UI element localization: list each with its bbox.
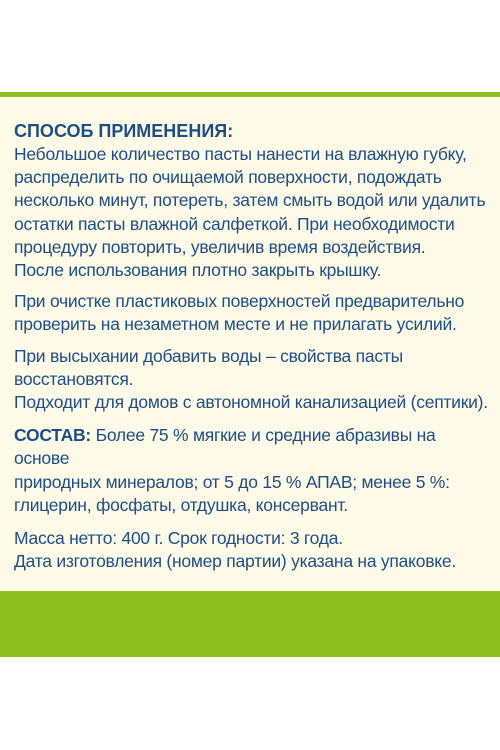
method-paragraph-4: Подходит для домов с автономной канализацией (септики).: [14, 392, 488, 413]
spacer: [14, 337, 490, 345]
method-paragraph-2: При очистке пластиковых поверхностей предварительно проверить на незаметном месте и не прилагать усилий.: [14, 291, 465, 335]
composition-title: СОСТАВ:: [14, 425, 91, 446]
label-panel: [0, 97, 500, 591]
spacer: [14, 414, 490, 424]
bottom-white-band: [0, 657, 500, 750]
net-weight-shelf-life: Масса нетто: 400 г. Срок годности: 3 года.: [14, 528, 343, 549]
spacer: [14, 517, 490, 527]
composition-block: [14, 424, 490, 517]
method-paragraph-3: При высыхании добавить воды – свойства пасты восстановятся.: [14, 345, 403, 389]
top-white-band: [0, 0, 500, 92]
label-content: [14, 119, 490, 573]
spacer: [14, 282, 490, 290]
composition-text: Более 75 % мягкие и средние абразивы на основе природных минералов; от 5 до 15 % АПАВ; менее 5 %: глицерин, фосфаты, отдушка, консервант.: [14, 425, 450, 515]
method-title: СПОСОБ ПРИМЕНЕНИЯ:: [14, 121, 234, 141]
method-paragraph-1: Небольшое количество пасты нанести на влажную губку, распределить по очищаемой поверхности, подождать несколько минут, потереть, затем смыть водой или удалить остатки пасты влажной салфеткой. При необходимости процедуру повторить, увеличив время воздействия. После использования плотно закрыть крышку.: [14, 144, 486, 281]
manufacture-date-note: Дата изготовления (номер партии) указана на упаковке.: [14, 551, 456, 572]
bottom-green-stripe: [0, 591, 500, 657]
